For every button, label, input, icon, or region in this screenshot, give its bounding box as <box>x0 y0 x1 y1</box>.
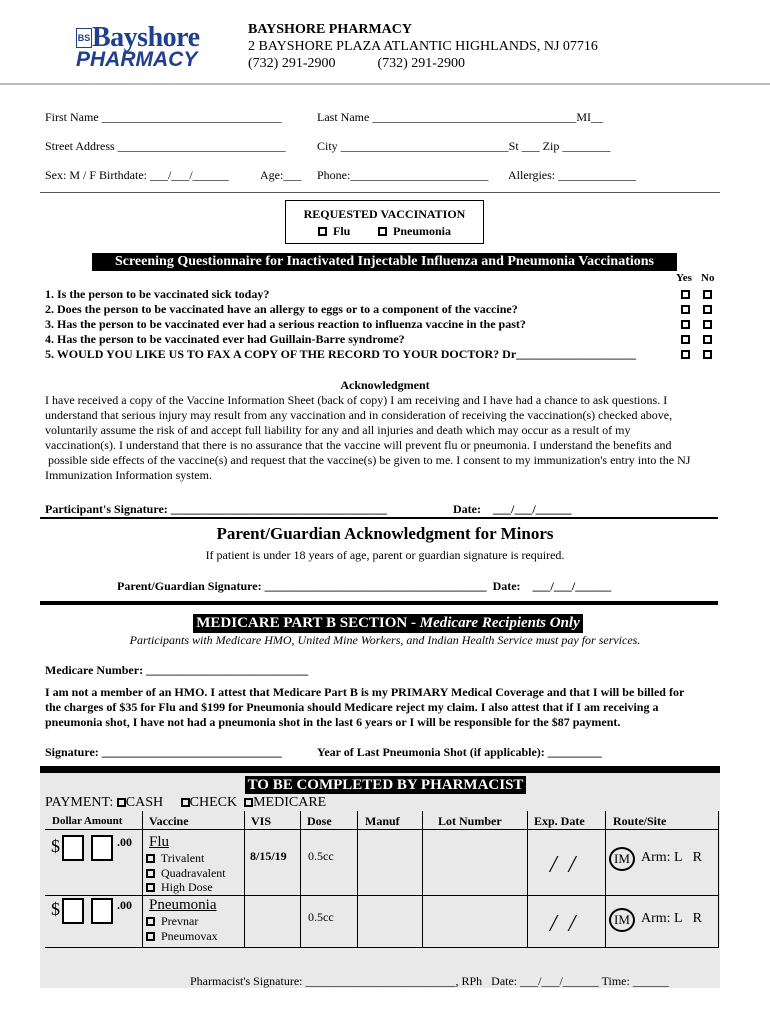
sex-birthdate-field[interactable]: Sex: M / F Birthdate: ___/___/______ <box>45 168 229 182</box>
cents-label: .00 <box>117 898 132 912</box>
header-row-rule <box>45 829 718 830</box>
pharmacy-logo <box>74 22 214 78</box>
last-name-field[interactable]: Last Name __________________________________MI__ <box>317 110 603 124</box>
screening-question-2: 2. Does the person to be vaccinated have an allergy to eggs or to a component of the vaccine? <box>45 302 518 316</box>
trivalent-checkbox[interactable] <box>146 854 155 863</box>
check-checkbox[interactable] <box>181 798 190 807</box>
requested-vaccination-box <box>285 200 484 244</box>
allergies-field[interactable]: Allergies: _____________ <box>508 168 637 182</box>
medicare-title <box>193 614 583 633</box>
route-im-circle[interactable]: IM <box>609 847 635 871</box>
table-row <box>45 895 718 947</box>
screening-question-5: 5. WOULD YOU LIKE US TO FAX A COPY OF THE RECORD TO YOUR DOCTOR? Dr____________________ <box>45 347 637 361</box>
q2-no-checkbox[interactable] <box>703 305 712 314</box>
flu-label: Flu <box>333 224 351 238</box>
medicare-attest-line-1: I am not a member of an HMO. I attest that Medicare Part B is my PRIMARY Medical Coverage and that I will be billed for <box>45 685 685 699</box>
yes-column-label: Yes <box>676 272 692 284</box>
dose-value: 0.5cc <box>308 849 334 863</box>
vaccination-option-flu[interactable] <box>318 224 350 238</box>
q1-yes-checkbox[interactable] <box>681 290 690 299</box>
dollar-digit-box[interactable] <box>91 835 113 861</box>
payment-row <box>45 795 326 811</box>
guardian-note: If patient is under 18 years of age, parent or guardian signature is required. <box>205 548 565 562</box>
dollar-sign: $ <box>51 899 60 919</box>
medicare-note: Participants with Medicare HMO, United Mine Workers, and Indian Health Service must pay for services. <box>129 633 641 647</box>
participant-signature-field[interactable]: Participant's Signature: ____________________________________ <box>45 502 387 516</box>
table-row <box>45 832 718 894</box>
payment-label: PAYMENT: <box>45 795 114 810</box>
check-label: CHECK <box>189 795 238 810</box>
vaccine-name-flu: Flu <box>149 834 170 850</box>
screening-checkboxes <box>681 290 721 362</box>
acknowledgment-line-1: I have received a copy of the Vaccine Information Sheet (back of copy) I am receiving and I have had a chance to ask questions. I <box>45 393 668 407</box>
col-vaccine: Vaccine <box>149 814 189 828</box>
first-name-field[interactable]: First Name ______________________________ <box>45 110 282 124</box>
pneumonia-option-pneumovax[interactable] <box>146 929 218 943</box>
flu-option-quadravalent[interactable] <box>146 866 226 880</box>
col-dose: Dose <box>307 814 332 828</box>
screening-question-1: 1. Is the person to be vaccinated sick today? <box>45 287 270 301</box>
q5-yes-checkbox[interactable] <box>681 350 690 359</box>
medicare-signature-field[interactable]: Signature: ______________________________ <box>45 745 282 759</box>
exp-date-field[interactable]: / / <box>550 852 576 878</box>
guardian-top-rule <box>40 517 718 519</box>
phone-field[interactable]: Phone:_______________________ <box>317 168 489 182</box>
cash-label: CASH <box>125 795 164 810</box>
route-im-circle[interactable]: IM <box>609 908 635 932</box>
medicare-title-italic: Medicare Recipients Only <box>419 615 580 631</box>
pharmacy-phone: (732) 291-2900 (732) 291-2900 <box>248 56 465 71</box>
dollar-sign: $ <box>51 836 60 856</box>
cents-label: .00 <box>117 835 132 849</box>
dollar-digit-box[interactable] <box>62 835 84 861</box>
quadravalent-checkbox[interactable] <box>146 869 155 878</box>
quadravalent-label: Quadravalent <box>161 866 226 880</box>
header-divider <box>0 83 770 85</box>
q3-yes-checkbox[interactable] <box>681 320 690 329</box>
table-bottom-rule <box>45 947 718 948</box>
acknowledgment-line-5: possible side effects of the vaccine(s) and request that the vaccine(s) be given to me. I consent to my immunization's entry into the NJ <box>45 453 691 467</box>
arm-selector[interactable]: Arm: L R <box>641 911 702 926</box>
flu-option-trivalent[interactable] <box>146 851 204 865</box>
street-address-field[interactable]: Street Address ____________________________ <box>45 139 286 153</box>
q5-no-checkbox[interactable] <box>703 350 712 359</box>
dollar-digit-box[interactable] <box>62 898 84 924</box>
pneumovax-checkbox[interactable] <box>146 932 155 941</box>
medicare-payment-label: MEDICARE <box>253 795 327 810</box>
high-dose-label: High Dose <box>161 880 213 894</box>
pharmacist-top-rule <box>40 766 720 773</box>
screening-question-4: 4. Has the person to be vaccinated ever had Guillain-Barre syndrome? <box>45 332 405 346</box>
guardian-bottom-rule <box>40 601 718 605</box>
pharmacy-address: 2 BAYSHORE PLAZA ATLANTIC HIGHLANDS, NJ 07716 <box>248 39 598 54</box>
last-pneumonia-shot-field[interactable]: Year of Last Pneumonia Shot (if applicable): _________ <box>317 745 602 759</box>
pneumovax-label: Pneumovax <box>161 929 218 943</box>
acknowledgment-line-4: vaccination(s). I understand that there is no assurance that the vaccine will prevent flu or pneumonia. I understand the benefits and <box>45 438 672 452</box>
pneumonia-checkbox[interactable] <box>378 227 387 236</box>
flu-checkbox[interactable] <box>318 227 327 236</box>
vaccination-option-pneumonia[interactable] <box>378 224 451 238</box>
col-vis: VIS <box>251 814 272 828</box>
no-column-label: No <box>701 272 715 284</box>
logo-text-top: Bayshore <box>92 22 200 53</box>
requested-vaccination-title: REQUESTED VACCINATION <box>303 207 466 221</box>
q2-yes-checkbox[interactable] <box>681 305 690 314</box>
medicare-attest-line-3: pneumonia shot, I have not had a pneumonia shot in the last 6 years or I will be responsible for the $87 payment. <box>45 715 621 729</box>
city-state-zip-field[interactable]: City ____________________________St ___ Zip ________ <box>317 139 611 153</box>
q4-no-checkbox[interactable] <box>703 335 712 344</box>
acknowledgment-line-3: voluntarily assume the risk of and accept full liability for any and all injuries and death which may occur as a result of my <box>45 423 631 437</box>
logo-text-bottom: PHARMACY <box>76 48 198 71</box>
col-manuf: Manuf <box>365 814 400 828</box>
q1-no-checkbox[interactable] <box>703 290 712 299</box>
participant-date-field[interactable]: Date: ___/___/______ <box>453 502 572 516</box>
q3-no-checkbox[interactable] <box>703 320 712 329</box>
q4-yes-checkbox[interactable] <box>681 335 690 344</box>
medicare-title-main: MEDICARE PART B SECTION - <box>196 615 420 631</box>
medicare-checkbox[interactable] <box>244 798 253 807</box>
dose-value: 0.5cc <box>308 910 334 924</box>
pneumonia-label: Pneumonia <box>393 224 452 238</box>
prevnar-checkbox[interactable] <box>146 917 155 926</box>
screening-question-3: 3. Has the person to be vaccinated ever had a serious reaction to influenza vaccine in the past? <box>45 317 526 331</box>
acknowledgment-line-6: Immunization Information system. <box>45 468 212 482</box>
arm-selector[interactable]: Arm: L R <box>641 850 702 865</box>
dollar-digit-box[interactable] <box>91 898 113 924</box>
pharmacy-name: BAYSHORE PHARMACY <box>248 22 412 37</box>
vaccine-name-pneumonia: Pneumonia <box>149 897 217 913</box>
acknowledgment-line-2: understand that serious injury may result from any vaccination and in consideration of receiving the vaccination(s) checked above, <box>45 408 673 422</box>
vis-date: 8/15/19 <box>250 849 287 863</box>
medicare-number-field[interactable]: Medicare Number: ___________________________ <box>45 663 309 677</box>
pharmacist-title: TO BE COMPLETED BY PHARMACIST <box>245 776 526 794</box>
high-dose-checkbox[interactable] <box>146 883 155 892</box>
patient-info-divider <box>40 192 720 193</box>
acknowledgment-title: Acknowledgment <box>340 378 430 392</box>
prevnar-label: Prevnar <box>161 914 199 928</box>
col-route-site: Route/Site <box>613 814 667 828</box>
guardian-title: Parent/Guardian Acknowledgment for Minors <box>216 524 554 543</box>
col-lot-number: Lot Number <box>438 814 502 828</box>
pneumonia-option-prevnar[interactable] <box>146 914 198 928</box>
col-divider <box>718 811 719 948</box>
cash-checkbox[interactable] <box>117 798 126 807</box>
flu-option-high-dose[interactable] <box>146 880 213 894</box>
guardian-signature-field[interactable]: Parent/Guardian Signature: _____________________________________ Date: ___/___/______ <box>117 579 612 593</box>
screening-title: Screening Questionnaire for Inactivated Injectable Influenza and Pneumonia Vaccinations <box>92 253 677 271</box>
pharmacist-signature-field[interactable]: Pharmacist's Signature: _________________________, RPh Date: ___/___/______ Time: ______ <box>190 974 669 988</box>
trivalent-label: Trivalent <box>160 851 205 865</box>
col-dollar-amount: Dollar Amount <box>52 815 123 827</box>
col-exp-date: Exp. Date <box>534 814 585 828</box>
exp-date-field[interactable]: / / <box>550 911 576 937</box>
logo-mark: BS <box>76 28 92 48</box>
age-field[interactable]: Age:___ <box>260 168 302 182</box>
medicare-attest-line-2: the charges of $35 for Flu and $199 for Pneumonia should Medicare reject my claim. I also attest that if I am receiving a <box>45 700 659 714</box>
